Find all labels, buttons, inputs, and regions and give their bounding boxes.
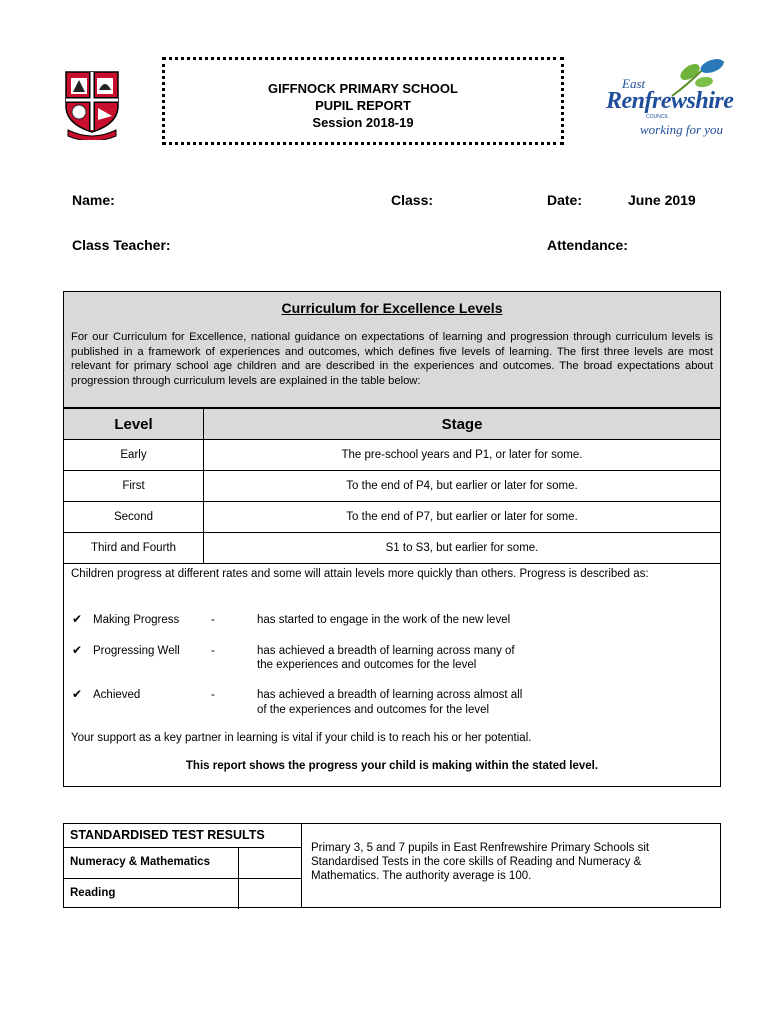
session-label: Session 2018-19 [312, 115, 414, 130]
date-label: Date: [547, 192, 583, 208]
progress-desc-cont: of the experiences and outcomes for the level [257, 704, 490, 716]
class-teacher-label: Class Teacher: [72, 237, 171, 253]
check-icon: ✔ [72, 687, 83, 701]
stage-cell: To the end of P4, but earlier or later for some. [204, 471, 721, 502]
test-note: Primary 3, 5 and 7 pupils in East Renfrewshire Primary Schools sit Standardised Tests in the core skills of Reading and Numeracy & Mathematics. The authority average is 100. [311, 842, 650, 882]
council-tagline: working for you [640, 122, 724, 137]
test-results-title: STANDARDISED TEST RESULTS [64, 824, 301, 848]
progress-term: Progressing Well [93, 645, 180, 657]
levels-table [64, 408, 720, 564]
date-value: June 2019 [628, 192, 696, 208]
stage-cell: The pre-school years and P1, or later for some. [204, 440, 721, 471]
level-cell: Third and Fourth [64, 533, 204, 564]
progress-intro: Children progress at different rates and some will attain levels more quickly than others. Progress is described as: [71, 568, 649, 580]
test-row-reading [64, 879, 301, 909]
level-column-header: Level [64, 409, 204, 440]
test-results-box [63, 823, 302, 908]
council-sub-text: COUNCIL [646, 114, 669, 120]
progress-desc: has started to engage in the work of the new level [257, 614, 511, 626]
progress-desc: has achieved a breadth of learning across almost all [257, 689, 523, 701]
check-icon: ✔ [72, 643, 83, 657]
table-row [64, 533, 720, 564]
progress-dash: - [211, 614, 215, 626]
stage-cell: To the end of P7, but earlier or later for some. [204, 502, 721, 533]
reading-score-cell [238, 879, 303, 909]
table-row [64, 440, 720, 471]
check-icon: ✔ [72, 612, 83, 626]
report-title-box [162, 57, 564, 145]
curriculum-title: Curriculum for Excellence Levels [281, 300, 503, 316]
stage-column-header: Stage [204, 409, 721, 440]
numeracy-label: Numeracy & Mathematics [70, 856, 210, 868]
name-label: Name: [72, 192, 115, 208]
table-row [64, 471, 720, 502]
report-title: PUPIL REPORT [315, 98, 411, 113]
progress-term: Achieved [93, 689, 141, 701]
school-crest-logo [64, 70, 120, 140]
test-note-box [301, 823, 721, 908]
test-row-numeracy [64, 848, 301, 879]
progress-desc-cont: the experiences and outcomes for the level [257, 659, 477, 671]
council-name-text: Renfrewshire [606, 88, 734, 114]
council-east-text: East [622, 76, 646, 91]
numeracy-score-cell [238, 848, 303, 878]
progress-dash: - [211, 645, 215, 657]
curriculum-header [64, 292, 720, 408]
progress-term: Making Progress [93, 614, 180, 626]
curriculum-intro: For our Curriculum for Excellence, national guidance on expectations of learning and progression through curriculum levels is published in a framework of experiences and outcomes, which defines five levels of learning. The first three levels are most relevant for primary school age children and are described in the experiences and outcomes. The broad expectations about progression through curriculum levels are explained in the table below: [71, 331, 713, 387]
level-cell: Second [64, 502, 204, 533]
stage-cell: S1 to S3, but earlier for some. [204, 533, 721, 564]
levels-table-header [64, 409, 720, 440]
school-name: GIFFNOCK PRIMARY SCHOOL [268, 81, 458, 96]
reading-label: Reading [70, 887, 116, 899]
progress-dash: - [211, 689, 215, 701]
table-row [64, 502, 720, 533]
report-note: This report shows the progress your child is making within the stated level. [185, 760, 599, 772]
council-logo [598, 58, 734, 144]
level-cell: First [64, 471, 204, 502]
attendance-label: Attendance: [547, 237, 628, 253]
level-cell: Early [64, 440, 204, 471]
progress-desc: has achieved a breadth of learning across many of [257, 645, 515, 657]
support-text: Your support as a key partner in learning is vital if your child is to reach his or her potential. [71, 732, 532, 744]
class-label: Class: [391, 192, 434, 208]
